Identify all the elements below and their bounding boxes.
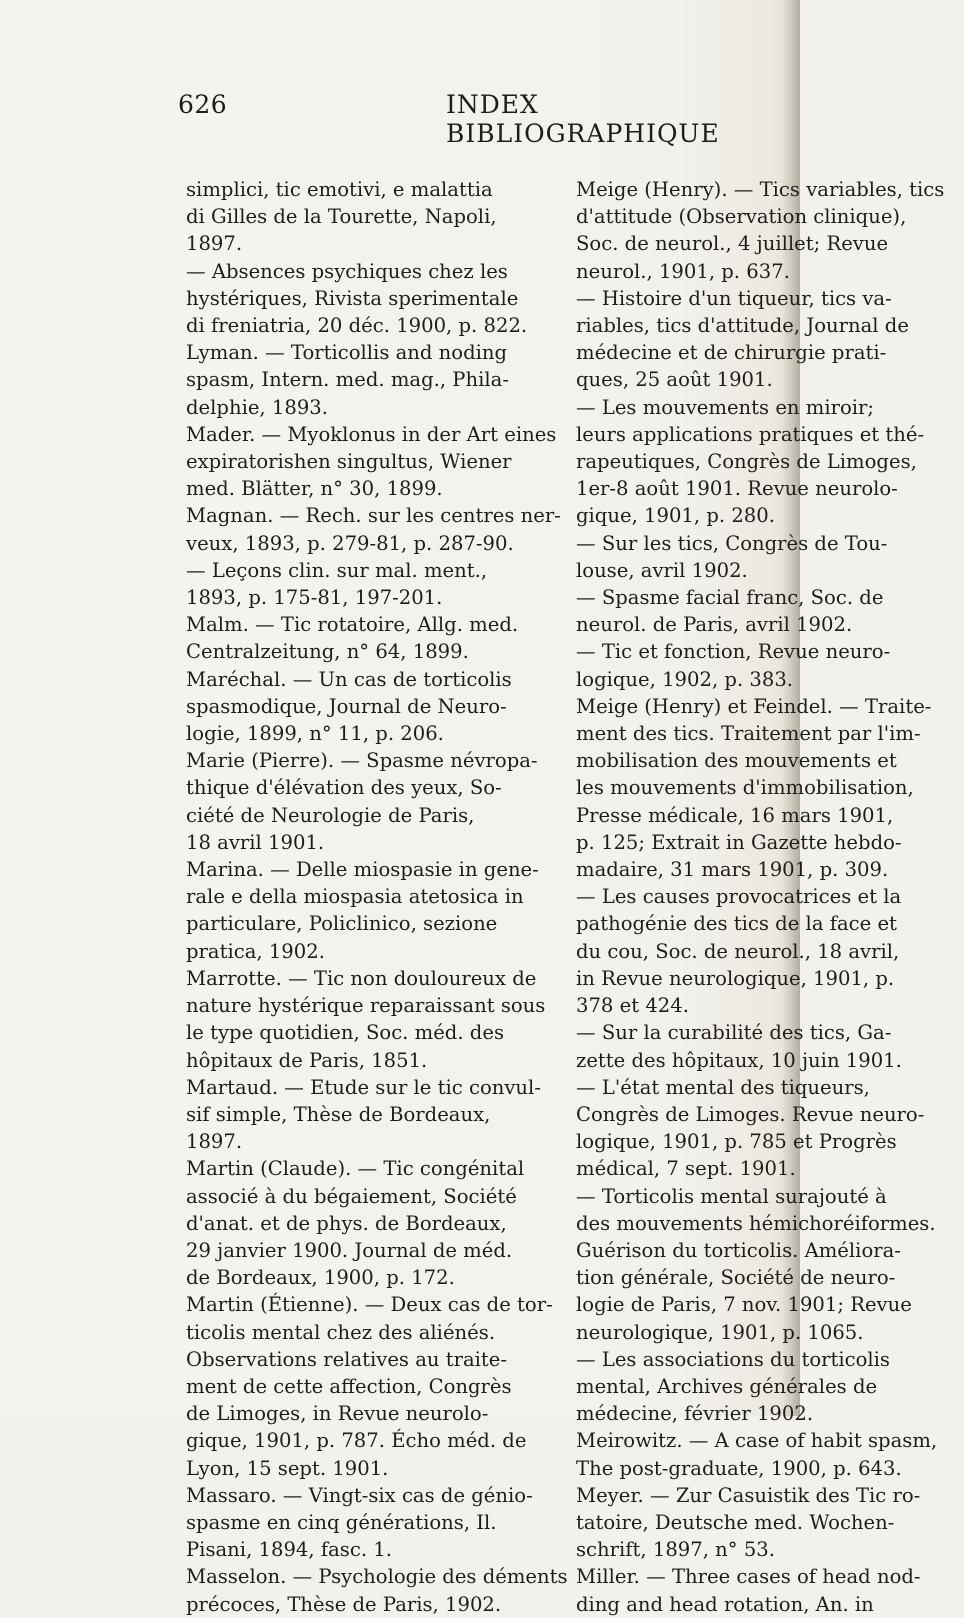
entry-line: Massaro. — Vingt-six cas de génio- xyxy=(186,1483,533,1507)
entry-line: ticolis mental chez des aliénés. xyxy=(186,1320,496,1344)
entry-line: 1er-8 août 1901. Revue neurolo- xyxy=(576,477,898,501)
entry-line: des mouvements hémichoréiformes. xyxy=(576,1211,936,1235)
entry-line: 378 et 424. xyxy=(576,994,689,1018)
bibliography-entry xyxy=(576,1074,964,1183)
entry-line: logique, 1902, p. 383. xyxy=(576,667,794,691)
bibliography-entry xyxy=(186,339,554,421)
entry-line: tion générale, Société de neuro- xyxy=(576,1266,896,1290)
entry-line: 1893, p. 175-81, 197-201. xyxy=(186,586,443,610)
entry-line: madaire, 31 mars 1901, p. 309. xyxy=(576,858,889,882)
entry-line: louse, avril 1902. xyxy=(576,558,748,582)
entry-line: Magnan. — Rech. sur les centres ner- xyxy=(186,504,561,528)
entry-line: ment de cette affection, Congrès xyxy=(186,1374,512,1398)
entry-line: med. Blätter, n° 30, 1899. xyxy=(186,477,443,501)
entry-line: d'anat. et de phys. de Bordeaux, xyxy=(186,1211,507,1235)
entry-line: Martin (Claude). — Tic congénital xyxy=(186,1157,525,1181)
entry-line: spasme en cinq générations, Il. xyxy=(186,1510,497,1534)
entry-line: mental, Archives générales de xyxy=(576,1374,878,1398)
entry-line: de Bordeaux, 1900, p. 172. xyxy=(186,1266,455,1290)
entry-line: médecine et de chirurgie prati- xyxy=(576,341,887,365)
entry-line: 29 janvier 1900. Journal de méd. xyxy=(186,1238,513,1262)
entry-line: expiratorishen singultus, Wiener xyxy=(186,450,512,474)
entry-line: rale e della miospasia atetosica in xyxy=(186,885,524,909)
bibliography-entry xyxy=(576,176,964,285)
left-column xyxy=(186,176,568,1618)
entry-line: particulare, Policlinico, sezione xyxy=(186,912,498,936)
right-column xyxy=(576,176,964,1618)
entry-line: Guérison du torticolis. Améliora- xyxy=(576,1238,901,1262)
entry-line: Martaud. — Etude sur le tic convul- xyxy=(186,1075,541,1099)
bibliography-entry xyxy=(576,693,964,883)
entry-line: The post-graduate, 1900, p. 643. xyxy=(576,1456,902,1480)
entry-line: Congrès de Limoges. Revue neuro- xyxy=(576,1102,925,1126)
entry-line: — L'état mental des tiqueurs, xyxy=(576,1075,870,1099)
entry-line: Mader. — Myoklonus in der Art eines xyxy=(186,422,557,446)
entry-line: les mouvements d'immobilisation, xyxy=(576,776,914,800)
entry-line: Martin (Étienne). — Deux cas de tor- xyxy=(186,1293,553,1317)
entry-line: tatoire, Deutsche med. Wochen- xyxy=(576,1510,895,1534)
entry-line: sif simple, Thèse de Bordeaux, xyxy=(186,1102,491,1126)
entry-line: Lyman. — Torticollis and noding xyxy=(186,341,508,365)
entry-line: logie de Paris, 7 nov. 1901; Revue xyxy=(576,1293,912,1317)
bibliography-entry xyxy=(576,394,964,530)
entry-line: médical, 7 sept. 1901. xyxy=(576,1157,796,1181)
entry-line: Soc. de neurol., 4 juillet; Revue xyxy=(576,232,889,256)
entry-line: associé à du bégaiement, Société xyxy=(186,1184,517,1208)
entry-line: neurol., 1901, p. 637. xyxy=(576,259,790,283)
bibliography-entry xyxy=(186,666,554,748)
bibliography-entry xyxy=(576,584,964,638)
bibliography-entry xyxy=(186,747,554,856)
page-number: 626 xyxy=(178,90,228,119)
bibliography-entry xyxy=(186,965,554,1074)
running-head: INDEX BIBLIOGRAPHIQUE xyxy=(446,90,720,148)
entry-line: — Absences psychiques chez les xyxy=(186,259,508,283)
entry-line: ques, 25 août 1901. xyxy=(576,368,773,392)
bibliography-entry xyxy=(576,1563,964,1617)
entry-line: Malm. — Tic rotatoire, Allg. med. xyxy=(186,613,519,637)
entry-line: de Limoges, in Revue neurolo- xyxy=(186,1402,489,1426)
entry-line: Miller. — Three cases of head nod- xyxy=(576,1565,921,1589)
bibliography-entry xyxy=(576,1427,964,1481)
bibliography-entry xyxy=(576,285,964,394)
entry-line: neurol. de Paris, avril 1902. xyxy=(576,613,853,637)
entry-line: — Sur les tics, Congrès de Tou- xyxy=(576,531,888,555)
bibliography-entry xyxy=(186,611,554,665)
entry-line: thique d'élévation des yeux, So- xyxy=(186,776,502,800)
entry-line: précoces, Thèse de Paris, 1902. xyxy=(186,1592,502,1616)
entry-line: Marina. — Delle miospasie in gene- xyxy=(186,858,539,882)
entry-line: Pisani, 1894, fasc. 1. xyxy=(186,1538,392,1562)
bibliography-entry xyxy=(186,1563,568,1617)
entry-line: Meige (Henry). — Tics variables, tics xyxy=(576,178,945,201)
entry-line: zette des hôpitaux, 10 juin 1901. xyxy=(576,1048,902,1072)
bibliography-entry xyxy=(576,1019,964,1073)
entry-line: Lyon, 15 sept. 1901. xyxy=(186,1456,389,1480)
bibliography-entry xyxy=(186,1291,554,1481)
entry-line: hôpitaux de Paris, 1851. xyxy=(186,1048,428,1072)
entry-line: Meyer. — Zur Casuistik des Tic ro- xyxy=(576,1483,921,1507)
entry-line: — Spasme facial franc, Soc. de xyxy=(576,586,884,610)
bibliography-entry xyxy=(576,638,964,692)
entry-line: in Revue neurologique, 1901, p. xyxy=(576,966,895,990)
entry-line: Meirowitz. — A case of habit spasm, xyxy=(576,1429,938,1453)
entry-line: d'attitude (Observation clinique), xyxy=(576,205,907,229)
entry-line: di Gilles de la Tourette, Napoli, xyxy=(186,205,497,229)
entry-line: leurs applications pratiques et thé- xyxy=(576,422,925,446)
entry-line: Marie (Pierre). — Spasme névropa- xyxy=(186,749,538,773)
entry-line: logie, 1899, n° 11, p. 206. xyxy=(186,722,444,746)
entry-line: schrift, 1897, n° 53. xyxy=(576,1538,775,1562)
entry-line: 1897. xyxy=(186,1130,243,1154)
entry-line: delphie, 1893. xyxy=(186,395,328,419)
entry-line: du cou, Soc. de neurol., 18 avril, xyxy=(576,939,900,963)
entry-line: neurologique, 1901, p. 1065. xyxy=(576,1320,864,1344)
entry-line: ment des tics. Traitement par l'im- xyxy=(576,722,921,746)
bibliography-entry xyxy=(186,1155,554,1291)
entry-line: logique, 1901, p. 785 et Progrès xyxy=(576,1130,897,1154)
entry-line: riables, tics d'attitude, Journal de xyxy=(576,314,909,338)
bibliography-entry xyxy=(576,1183,964,1346)
entry-line: di freniatria, 20 déc. 1900, p. 822. xyxy=(186,314,528,338)
entry-line: veux, 1893, p. 279-81, p. 287-90. xyxy=(186,531,514,555)
entry-line: — Sur la curabilité des tics, Ga- xyxy=(576,1021,892,1045)
bibliography-entry xyxy=(186,1074,554,1156)
entry-line: Masselon. — Psychologie des déments xyxy=(186,1565,568,1589)
entry-line: simplici, tic emotivi, e malattia xyxy=(186,178,493,201)
entry-line: pathogénie des tics de la face et xyxy=(576,912,897,936)
entry-line: rapeutiques, Congrès de Limoges, xyxy=(576,450,917,474)
entry-line: Meige (Henry) et Feindel. — Traite- xyxy=(576,694,932,718)
entry-line: — Tic et fonction, Revue neuro- xyxy=(576,640,891,664)
entry-line: nature hystérique reparaissant sous xyxy=(186,994,546,1018)
bibliography-entry xyxy=(186,557,554,611)
entry-line: ding and head rotation, An. in xyxy=(576,1592,874,1616)
entry-line: mobilisation des mouvements et xyxy=(576,749,897,773)
bibliography-entry xyxy=(576,1482,964,1564)
entry-line: Marrotte. — Tic non douloureux de xyxy=(186,966,537,990)
entry-line: pratica, 1902. xyxy=(186,939,325,963)
bibliography-entry xyxy=(576,1346,964,1428)
entry-line: hystériques, Rivista sperimentale xyxy=(186,286,519,310)
bibliography-entry xyxy=(186,258,554,340)
entry-line: p. 125; Extrait in Gazette hebdo- xyxy=(576,830,902,854)
bibliography-entry xyxy=(576,530,964,584)
bibliography-entry xyxy=(186,1482,554,1564)
entry-line: ciété de Neurologie de Paris, xyxy=(186,803,475,827)
entry-line: — Leçons clin. sur mal. ment., xyxy=(186,558,488,582)
entry-line: 1897. xyxy=(186,232,243,256)
entry-line: médecine, février 1902. xyxy=(576,1402,814,1426)
entry-line: spasm, Intern. med. mag., Phila- xyxy=(186,368,509,392)
entry-line: Centralzeitung, n° 64, 1899. xyxy=(186,640,469,664)
entry-line: — Torticolis mental surajouté à xyxy=(576,1184,887,1208)
entry-line: le type quotidien, Soc. méd. des xyxy=(186,1021,504,1045)
page-header xyxy=(178,90,738,148)
entry-line: Presse médicale, 16 mars 1901, xyxy=(576,803,894,827)
entry-line: spasmodique, Journal de Neuro- xyxy=(186,694,507,718)
bibliography-entry xyxy=(186,421,557,503)
bibliography-entry xyxy=(186,176,554,258)
entry-line: — Histoire d'un tiqueur, tics va- xyxy=(576,286,892,310)
entry-line: Observations relatives au traite- xyxy=(186,1347,508,1371)
entry-line: — Les associations du torticolis xyxy=(576,1347,890,1371)
entry-line: — Les causes provocatrices et la xyxy=(576,885,902,909)
entry-line: gique, 1901, p. 280. xyxy=(576,504,775,528)
entry-line: Maréchal. — Un cas de torticolis xyxy=(186,667,512,691)
entry-line: — Les mouvements en miroir; xyxy=(576,395,875,419)
entry-line: gique, 1901, p. 787. Écho méd. de xyxy=(186,1429,527,1453)
bibliography-entry xyxy=(186,502,561,556)
entry-line: 18 avril 1901. xyxy=(186,830,325,854)
bibliography-entry xyxy=(576,883,964,1019)
bibliography-entry xyxy=(186,856,554,965)
